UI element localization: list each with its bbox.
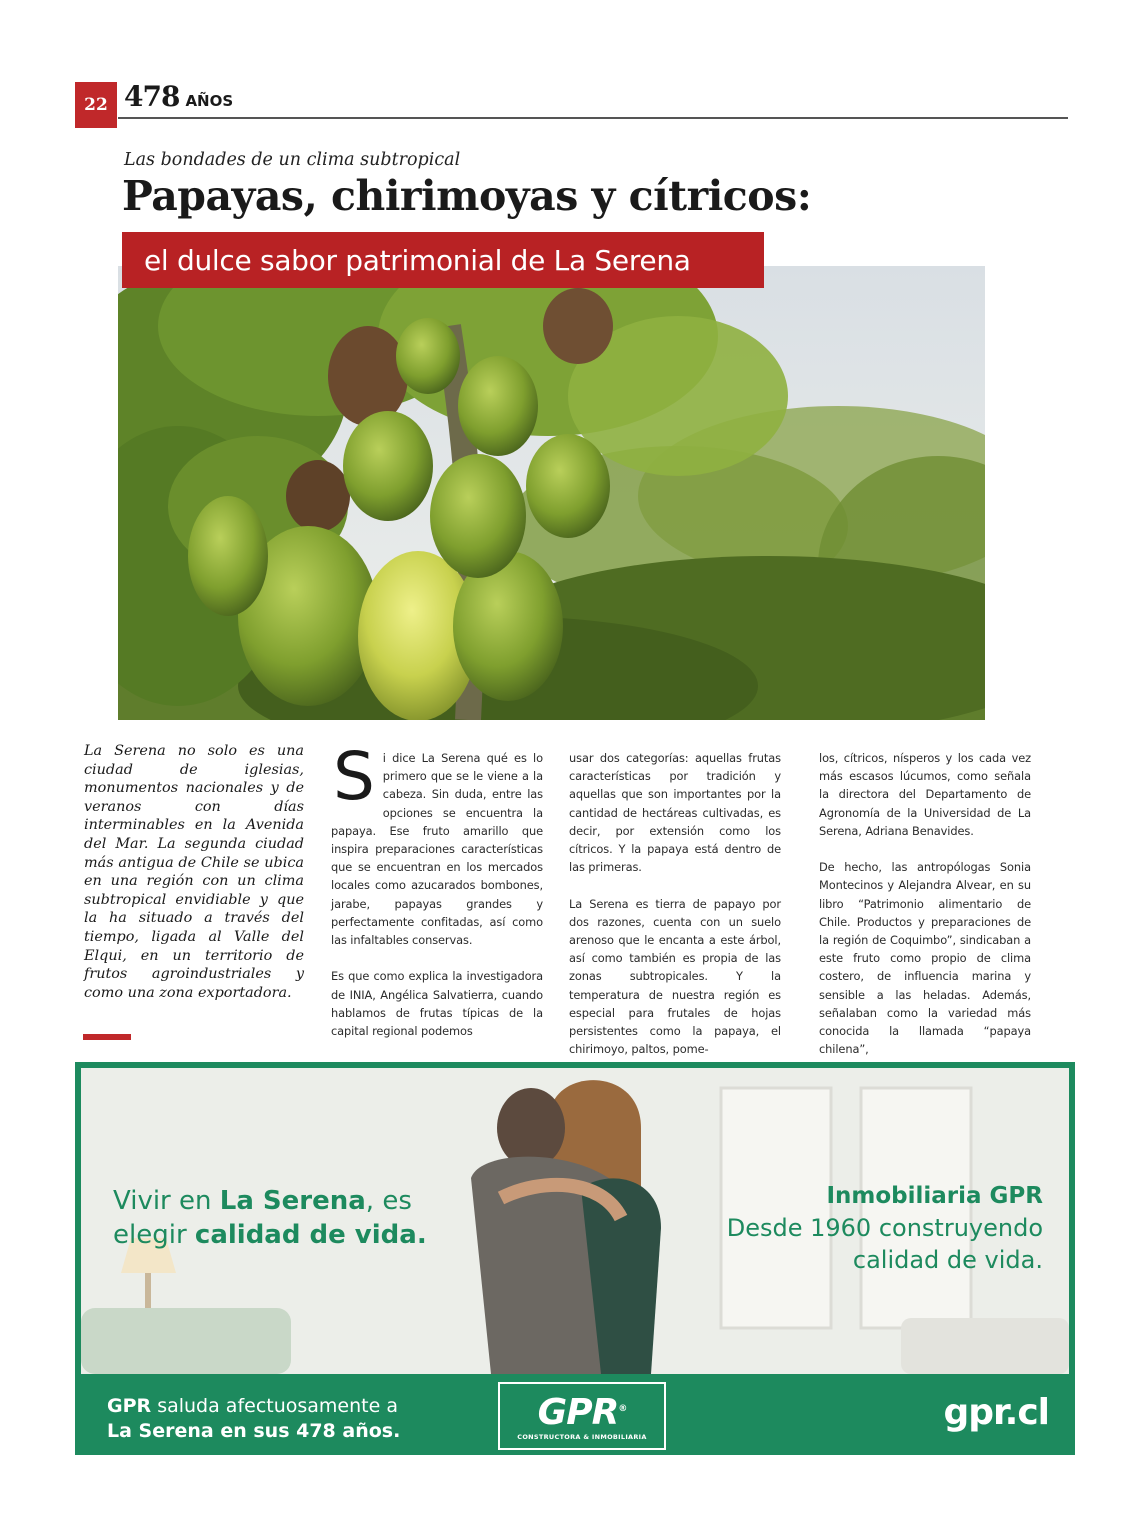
column-3-paragraph-2: De hecho, las antropólogas Sonia Montecinos y Alejandra Alvear, en su libro “Patrimonio alimentario de Chile. Productos y preparaciones de la región de Coquimbo”, sindicaban a este fruto como propio de clima costero, de influencia marina y sensible a las heladas. Además, señalaban como la variedad más conocida la llamada “papaya chilena”, [819,860,1031,1057]
article-headline: Papayas, chirimoyas y cítricos: [122,172,812,220]
header-divider [118,117,1068,119]
article-column-2 [569,749,781,1058]
registered-mark: ® [618,1404,627,1414]
ad-brand-block [727,1180,1043,1276]
article-kicker: Las bondades de un clima subtropical [124,150,461,170]
article-deck: el dulce sabor patrimonial de La Serena [144,243,691,277]
gpr-advertisement [75,1062,1075,1455]
column-1-paragraph-1: i dice La Serena qué es lo primero que se le viene a la cabeza. Sin duda, entre las opciones se encuentra la papaya. Ese fruto amarillo que inspira preparaciones características que se encuentran en los mercados locales como azucarados bombones, jarabe, papayas grandes y perfectamente confitadas, así como las infaltables conservas. [331,751,543,948]
article-column-1 [331,738,543,1040]
ad-brand-name: Inmobiliaria GPR [826,1183,1043,1209]
ad-slogan-line-2: calidad de vida. [852,1246,1043,1274]
publication-suffix: AÑOS [185,92,234,110]
papaya-tree-photo [118,266,985,720]
column-2-paragraph-2: La Serena es tierra de papayo por dos razones, cuenta con un suelo arenoso que le encanta a este árbol, así como también es propia de las zonas subtropicales. Y la temperatura de nuestra región es especial para frutales de hojas persistentes como la papaya, el chirimoyo, paltos, pome- [569,896,781,1057]
intro-divider [83,1034,131,1040]
column-2-paragraph-1: usar dos categorías: aquellas frutas características por tradición y aquellas que son importantes por la cantidad de hectáreas cultivadas, es decir, por extensión como los cítricos. Y la papaya está dentro de las primeras. [569,751,781,875]
tagline-text-2: , es [365,1186,412,1216]
gpr-website: gpr.cl [943,1392,1049,1433]
greeting-brand: GPR [107,1395,152,1417]
tagline-text-1: Vivir en [113,1186,220,1216]
gpr-logo [498,1382,666,1450]
article-deck-banner [122,232,764,288]
greeting-line-2: La Serena en sus 478 años. [107,1420,401,1442]
gpr-logo-text: GPR [537,1392,619,1433]
greeting-text: saluda afectuosamente a [151,1395,398,1417]
tagline-emphasis: calidad de vida. [194,1220,427,1250]
page-number: 22 [75,82,117,128]
publication-title [124,80,233,116]
embracing-couple-photo [81,1068,1069,1374]
article-column-3 [819,749,1031,1058]
gpr-logo-subtitle: CONSTRUCTORA & INMOBILIARIA [517,1433,647,1441]
article-intro: La Serena no solo es una ciudad de iglesias, monumentos nacionales y de veranos con días interminables en la Avenida del Mar. La segunda ciudad más antigua de Chile se ubica en una región con un clima subtropical envidiable y que la ha situado a través del tiempo, ligada al Valle del Elqui, en un territorio de frutos agroindustriales y como una zona exportadora. [84,743,304,1001]
column-3-paragraph-1: los, cítricos, nísperos y los cada vez más escasos lúcumos, como señala la directora del Departamento de Agronomía de la Universidad de La Serena, Adriana Benavides. [819,751,1031,838]
column-1-paragraph-2: Es que como explica la investigadora de INIA, Angélica Salvatierra, cuando hablamos de frutas típicas de la capital regional podemos [331,969,543,1039]
ad-tagline [113,1184,427,1252]
tagline-city: La Serena [219,1186,366,1216]
ad-slogan-line-1: Desde 1960 construyendo [726,1214,1043,1242]
tagline-text-3: elegir [113,1220,195,1250]
drop-cap: S [333,738,375,815]
publication-number: 478 [124,80,180,113]
ad-greeting [107,1394,400,1444]
